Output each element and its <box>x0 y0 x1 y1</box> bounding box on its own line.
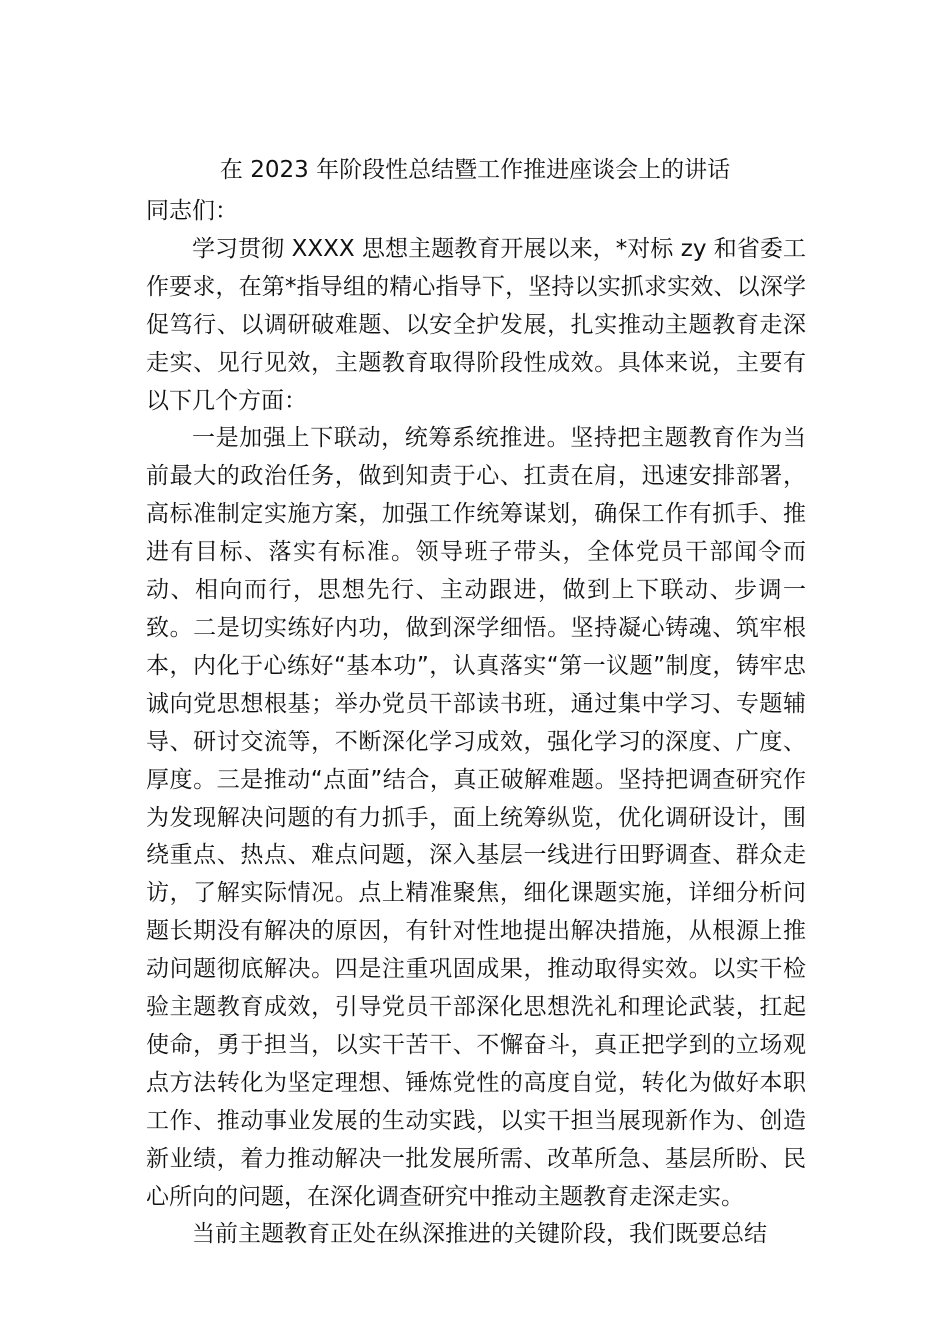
paragraph-achievements: 一是加强上下联动，统筹系统推进。坚持把主题教育作为当前最大的政治任务，做到知责于心、扛责在肩，迅速安排部署，高标准制定实施方案，加强工作统筹谋划，确保工作有抓手、推进有目标、落实有标准。领导班子带头，全体党员干部闻令而动、相向而行，思想先行、主动跟进，做到上下联动、步调一致。二是切实练好内功，做到深学细悟。坚持凝心铸魂、筑牢根本，内化于心练好“基本功”，认真落实“第一议题”制度，铸牢忠诚向党思想根基；举办党员干部读书班，通过集中学习、专题辅导、研讨交流等，不断深化学习成效，强化学习的深度、广度、厚度。三是推动“点面”结合，真正破解难题。坚持把调查研究作为发现解决问题的有力抓手，面上统筹纵览，优化调研设计，围绕重点、热点、难点问题，深入基层一线进行田野调查、群众走访，了解实际情况。点上精准聚焦，细化课题实施，详细分析问题长期没有解决的原因，有针对性地提出解决措施，从根源上推动问题彻底解决。四是注重巩固成果，推动取得实效。以实干检验主题教育成效，引导党员干部深化思想洗礼和理论武装，扛起使命，勇于担当，以实干苦干、不懈奋斗，真正把学到的立场观点方法转化为坚定理想、锤炼党性的高度自觉，转化为做好本职工作、推动事业发展的生动实践，以实干担当展现新作为、创造新业绩，着力推动解决一批发展所需、改革所急、基层所盼、民心所向的问题，在深化调查研究中推动主题教育走深走实。 <box>146 425 806 1210</box>
paragraph-intro: 学习贯彻 XXXX 思想主题教育开展以来，*对标 zy 和省委工作要求，在第*指导组的精心指导下，坚持以实抓求实效、以深学促笃行、以调研破难题、以安全护发展，扎实推动主题教育走深走实、见行见效，主题教育取得阶段性成效。具体来说，主要有以下几个方面： <box>146 235 806 414</box>
salutation: 同志们： <box>146 198 238 224</box>
document-title: 在 2023 年阶段性总结暨工作推进座谈会上的讲话 <box>219 157 731 183</box>
document-body <box>146 193 806 1254</box>
paragraph-current-stage: 当前主题教育正处在纵深推进的关键阶段，我们既要总结 <box>192 1221 767 1248</box>
